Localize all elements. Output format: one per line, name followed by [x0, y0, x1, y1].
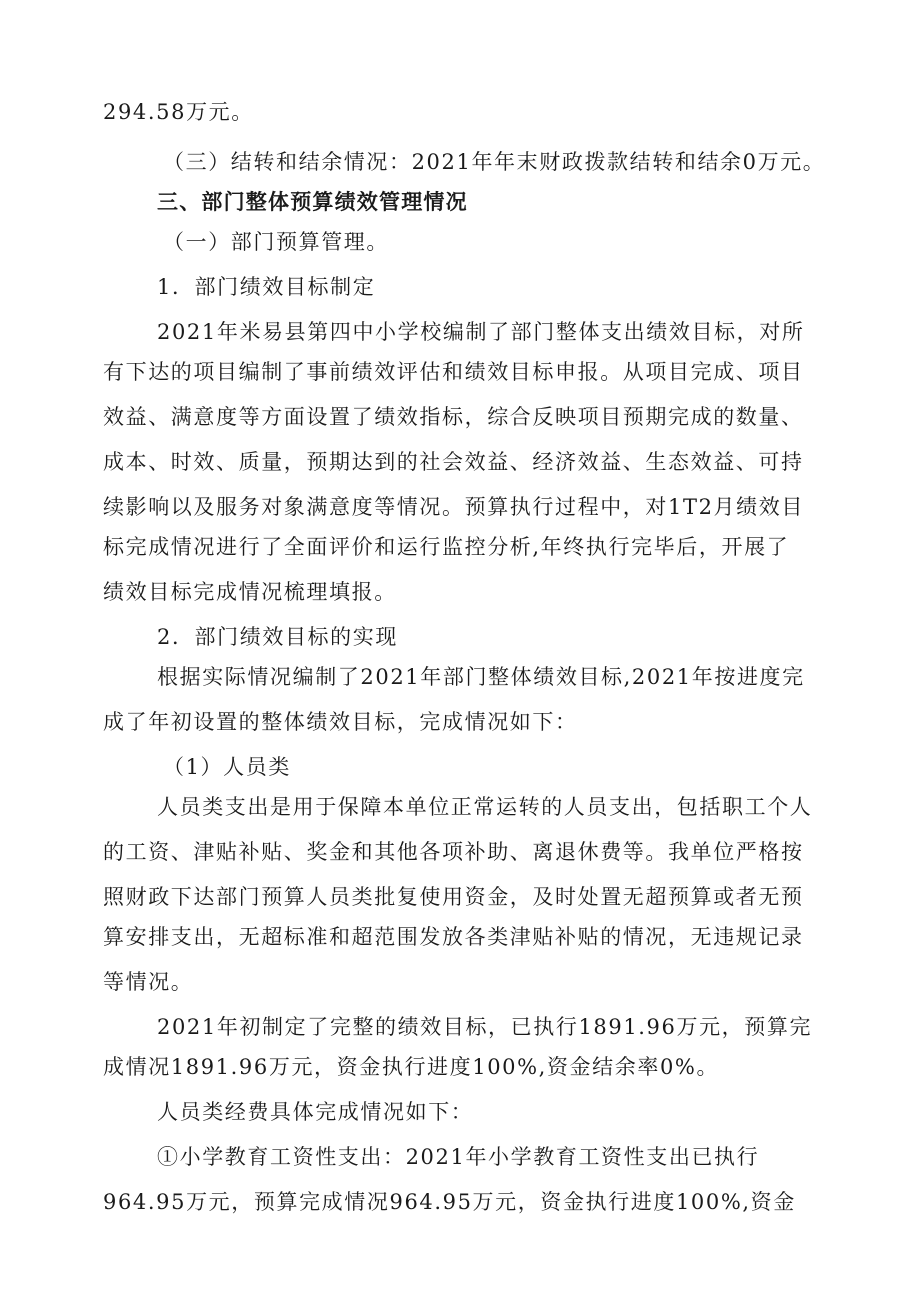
item-heading: 2．部门绩效目标的实现: [157, 625, 398, 649]
text-line: 294.58万元。: [103, 100, 254, 124]
text-line: 人员类经费具体完成情况如下：: [157, 1100, 474, 1124]
text-line: 2021年米易县第四中小学校编制了部门整体支出绩效目标，对所: [157, 320, 805, 344]
text-line: 绩效目标完成情况梳理填报。: [103, 580, 397, 604]
text-line: 算安排支出，无超标准和超范围发放各类津贴补贴的情况，无违规记录: [103, 925, 804, 949]
text-line: 等情况。: [103, 970, 194, 994]
section-heading: 三、部门整体预算绩效管理情况: [157, 190, 468, 214]
text-line: 照财政下达部门预算人员类批复使用资金，及时处置无超预算或者无预: [103, 885, 804, 909]
text-line: 标完成情况进行了全面评价和运行监控分析,年终执行完毕后，开展了: [103, 535, 790, 559]
text-line: （三）结转和结余情况：2021年年末财政拨款结转和结余0万元。: [163, 150, 826, 174]
text-line: 续影响以及服务对象满意度等情况。预算执行过程中，对1T2月绩效目: [103, 495, 804, 519]
subsection-heading: （一）部门预算管理。: [163, 230, 389, 254]
text-line: 成本、时效、质量，预期达到的社会效益、经济效益、生态效益、可持: [103, 450, 804, 474]
text-line: 成情况1891.96万元，资金执行进度100%,资金结余率0%。: [103, 1055, 720, 1079]
text-line: 根据实际情况编制了2021年部门整体绩效目标,2021年按进度完: [157, 665, 805, 689]
text-line: ①小学教育工资性支出：2021年小学教育工资性支出已执行: [157, 1145, 760, 1169]
text-line: 效益、满意度等方面设置了绩效指标，综合反映项目预期完成的数量、: [103, 405, 804, 429]
text-line: 2021年初制定了完整的绩效目标，已执行1891.96万元，预算完: [157, 1015, 813, 1039]
item-heading: （1）人员类: [163, 755, 291, 779]
text-line: 964.95万元，预算完成情况964.95万元，资金执行进度100%,资金: [103, 1190, 796, 1214]
text-line: 人员类支出是用于保障本单位正常运转的人员支出，包括职工个人: [157, 795, 813, 819]
text-line: 的工资、津贴补贴、奖金和其他各项补助、离退休费等。我单位严格按: [103, 840, 804, 864]
text-line: 有下达的项目编制了事前绩效评估和绩效目标申报。从项目完成、项目: [103, 360, 804, 384]
text-line: 成了年初设置的整体绩效目标，完成情况如下：: [103, 710, 578, 734]
item-heading: 1．部门绩效目标制定: [157, 275, 376, 299]
